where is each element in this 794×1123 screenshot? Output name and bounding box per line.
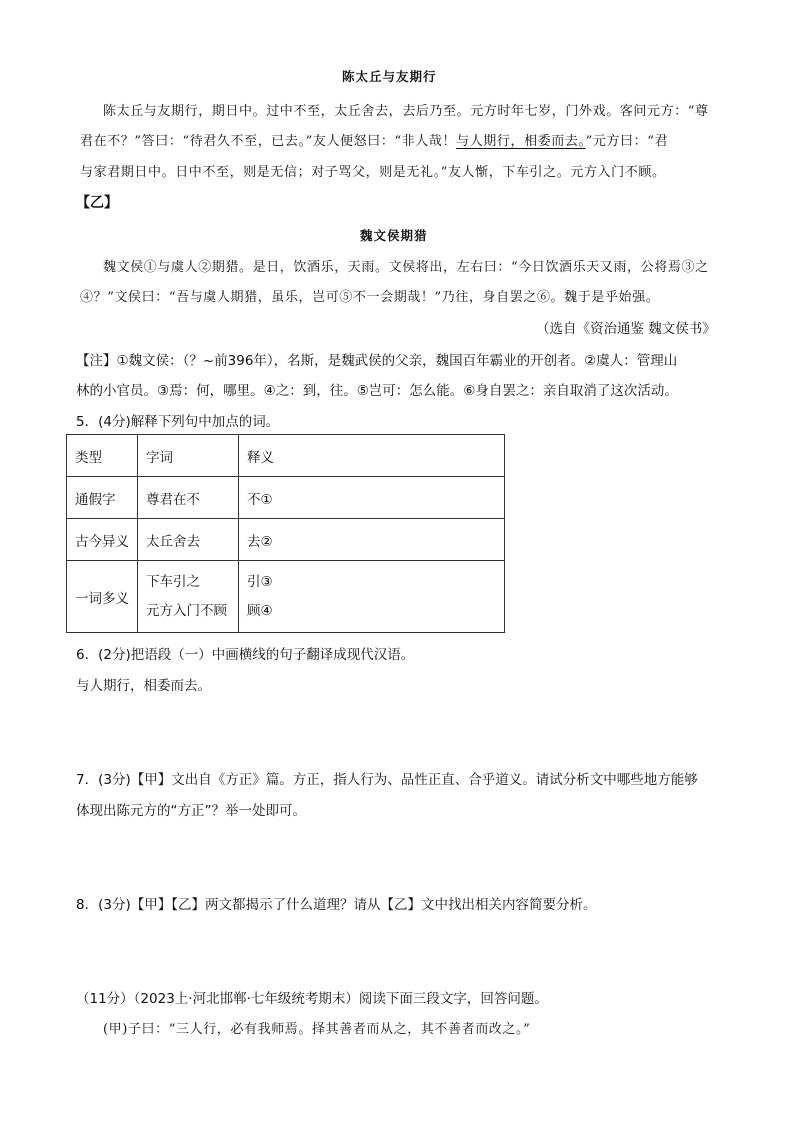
table-cell-meaning: 不① xyxy=(239,477,505,519)
passage-yi-line-2: ④？”文侯曰：“吾与虞人期猎，虽乐，岂可⑤不一会期哉！”乃往，身自罢之⑥。魏于是乎始强。 xyxy=(80,290,660,305)
vocabulary-table xyxy=(66,434,505,633)
question-5-prompt: 5．(4分)解释下列句中加点的词。 xyxy=(76,414,280,430)
table-cell-type: 古今异义 xyxy=(67,519,138,561)
table-cell-word: 尊君在不 xyxy=(138,477,239,519)
table-cell-meaning: 引③ xyxy=(247,573,273,590)
passage-yi-title: 魏文侯期猎 xyxy=(360,228,428,243)
table-cell-words xyxy=(138,561,239,633)
table-header-meaning: 释义 xyxy=(239,435,505,477)
table-row xyxy=(67,477,505,519)
passage-jia-line-2 xyxy=(80,130,668,149)
passage-jia-title: 陈太丘与友期行 xyxy=(342,69,437,84)
table-cell-meaning: 顾④ xyxy=(247,602,273,619)
table-header-row xyxy=(67,435,505,477)
table-cell-meanings xyxy=(239,561,505,633)
section-intro: （11分）（2023上·河北邯郸·七年级统考期末）阅读下面三段文字，回答问题。 xyxy=(76,991,548,1007)
question-7-line-1: 7．(3分)【甲】文出自《方正》篇。方正，指人行为、品性正直、合乎道义。请试分析文中哪些地方能够 xyxy=(76,772,698,788)
table-cell-type: 一词多义 xyxy=(67,561,138,633)
table-cell-word: 元方入门不顾 xyxy=(146,602,227,619)
question-8-prompt: 8．(3分)【甲】【乙】两文都揭示了什么道理？请从【乙】文中找出相关内容简要分析。 xyxy=(76,897,597,913)
passage-yi-marker: 【乙】 xyxy=(76,195,118,211)
question-6-prompt: 6．(2分)把语段（一）中画横线的句子翻译成现代汉语。 xyxy=(76,647,415,663)
notes-line-2: 林的小官员。③焉：何，哪里。④之：到，往。⑤岂可：怎么能。⑥身自罢之：亲自取消了这次活动。 xyxy=(76,383,678,399)
table-cell-word: 太丘舍去 xyxy=(138,519,239,561)
passage-jia-line-3: 与家君期日中。日中不至，则是无信；对子骂父，则是无礼。”友人惭，下车引之。元方入门不顾。 xyxy=(80,165,666,180)
passage-jia-line-2b: ”元方曰：“君 xyxy=(585,134,669,149)
passage-yi-source: （选自《资治通鉴 魏文侯书》 xyxy=(536,321,716,337)
table-header-type: 类型 xyxy=(67,435,138,477)
table-row xyxy=(67,561,505,633)
notes-line-1: 【注】①魏文侯：（？~前396年），名斯，是魏武侯的父亲，魏国百年霸业的开创者。②虞人：管理山 xyxy=(76,353,678,369)
table-cell-meaning: 去② xyxy=(239,519,505,561)
underlined-sentence: 与人期行，相委而去。 xyxy=(456,134,586,149)
table-header-word: 字词 xyxy=(138,435,239,477)
passage-yi-line-1: 魏文侯①与虞人②期猎。是日，饮酒乐，天雨。文侯将出，左右曰：“今日饮酒乐天又雨，公将焉③之 xyxy=(103,260,709,275)
question-7-line-2: 体现出陈元方的“方正”？举一处即可。 xyxy=(76,803,306,819)
table-row xyxy=(67,519,505,561)
table-cell-word: 下车引之 xyxy=(146,573,200,590)
passage-jia-line-2a: 君在不？”答曰：“待君久不至，已去。”友人便怒曰：“非人哉！ xyxy=(80,134,457,149)
question-6-sentence: 与人期行，相委而去。 xyxy=(76,678,211,694)
table-cell-type: 通假字 xyxy=(67,477,138,519)
passage-jia-line-1: 陈太丘与友期行，期日中。过中不至，太丘舍去，去后乃至。元方时年七岁，门外戏。客问元方：“尊 xyxy=(103,104,709,119)
passage-next-jia: (甲)子曰：“三人行，必有我师焉。择其善者而从之，其不善者而改之。” xyxy=(103,1022,531,1037)
